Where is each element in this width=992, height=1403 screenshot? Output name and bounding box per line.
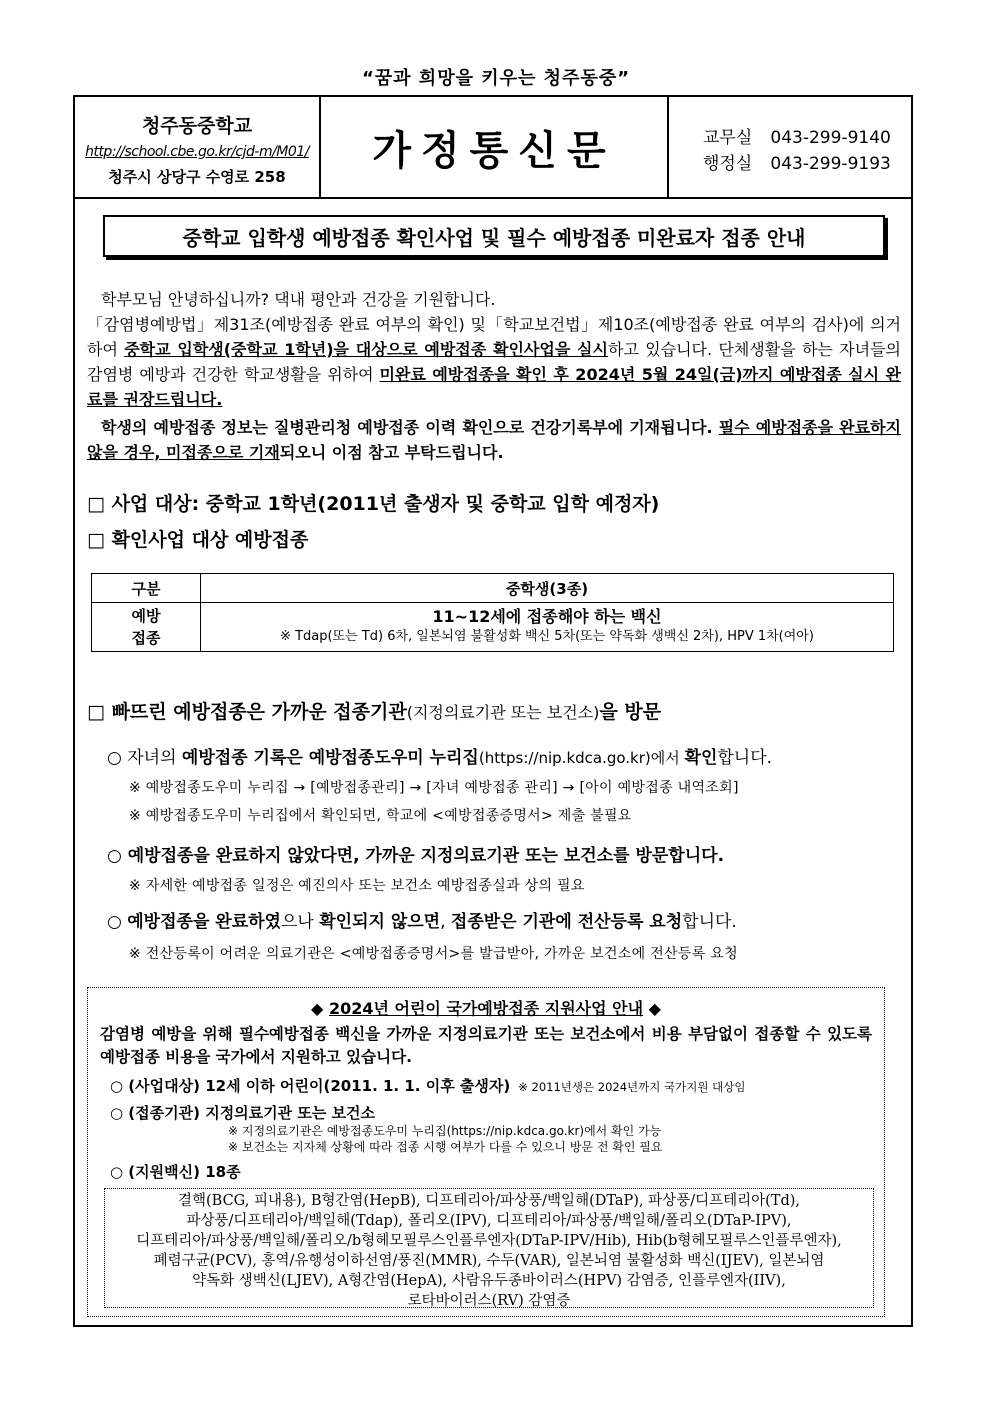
text-span: (https://nip.kdca.go.kr)에서 [478,749,685,767]
school-name: 청주동중학교 [141,115,253,137]
vaccine-list-box [104,1188,874,1308]
intro-paragraph-2 [87,415,901,465]
letter-header [75,97,911,199]
vaccine-line: 디프테리아/파상풍/백일해/폴리오/b형헤모필루스인플루엔자(DTaP-IPV/Hib), Hib(b형헤모필루스인플루엔자), [136,1233,842,1249]
notice-note: ※ 보건소는 지자체 상황에 따라 접종 시행 여부가 다를 수 있으니 방문 전 확인 필요 [228,1140,663,1154]
notice-title: 중학교 입학생 예방접종 확인사업 및 필수 예방접종 미완료자 접종 안내 [103,215,885,257]
text-span: 합니다. [717,748,773,768]
text-span: ○ 자녀의 [107,748,182,768]
emphasis-span: 중학교 입학생(중학교 1학년)을 대상으로 예방접종 확인사업을 실시 [124,340,608,359]
section-vaccination-list: □ 확인사업 대상 예방접종 [87,529,309,551]
note-4: ※ 전산등록이 어려운 의료기관은 <예방접종증명서>를 발급받아, 가까운 보건소에 전산등록 요청 [129,946,738,962]
contact-label: 교무실 [703,128,753,148]
emphasis-span: 접종받은 기관에 전산등록 요청 [450,912,683,932]
school-info [75,97,321,197]
contact-label: 행정실 [703,154,753,174]
notice-item-institutions: ○ (접종기관) 지정의료기관 또는 보건소 [110,1104,376,1122]
emphasis-span: 예방접종 기록은 예방접종도우미 누리집 [181,748,479,768]
contact-info [669,97,911,197]
note-1: ※ 예방접종도우미 누리집 → [예방접종관리] → [자녀 예방접종 관리] → [아이 예방접종 내역조회] [129,780,739,796]
national-vaccination-notice [87,987,885,1317]
emphasis-span: 확인 [684,748,718,768]
greeting: 학부모님 안녕하십니까? 댁내 평안과 건강을 기원합니다. [101,290,496,309]
notice-item-target [110,1075,884,1096]
notice-box-title-text: 2024년 어린이 국가예방접종 지원사업 안내 [328,999,644,1018]
document-frame [73,95,913,1327]
text-span: 하고 있습니다. 단체생활을 하는 자녀들의 감염병 예방과 건강한 학교생활을 위하여 [87,340,902,384]
instruction-item-1 [107,743,772,768]
table-header-students: 중학생(3종) [201,574,894,603]
text-span: , [440,912,451,932]
text-span: 합니다. [682,912,737,932]
text-span: (지정의료기관 또는 보건소) [406,703,600,722]
vaccine-line: 폐렴구균(PCV), 홍역/유행성이하선염/풍진(MMR), 수두(VAR), 일본뇌염 불활성화 백신(IJEV), 일본뇌염 [153,1253,825,1269]
notice-note: ※ 지정의료기관은 예방접종도우미 누리집(https://nip.kdca.go.kr)에서 확인 가능 [228,1124,662,1138]
school-url-link[interactable]: http://school.cbe.go.kr/cjd-m/M01/ [85,144,309,160]
notice-intro: 감염병 예방을 위해 필수예방접종 백신을 가까운 지정의료기관 또는 보건소에서 비용 부담없이 접종할 수 있도록 예방접종 비용을 국가에서 지원하고 있습니다. [100,1025,872,1066]
vaccine-detail: ※ Tdap(또는 Td) 6차, 일본뇌염 불활성화 백신 5차(또는 약독화 생백신 2차), HPV 1차(여아) [280,629,814,644]
note-3: ※ 자세한 예방접종 일정은 예진의사 또는 보건소 예방접종실과 상의 필요 [129,878,585,894]
intro-paragraph-1 [87,312,901,412]
text-span: 을 방문 [599,701,662,723]
contact-row-academic [703,125,911,151]
emphasis-span: 미완료 예방접종을 확인 후 2024년 5월 24일(금)까지 예방접종 실시 완료를 권장드립니다. [87,365,901,409]
section-visit [87,697,661,724]
section-target: □ 사업 대상: 중학교 1학년(2011년 출생자 및 중학교 입학 예정자) [87,493,660,515]
text-span: □ 빠뜨린 예방접종은 가까운 접종기관 [87,701,407,723]
emphasis-span: 예방접종을 완료하였 [127,912,281,932]
contact-phone: 043-299-9140 [770,128,891,148]
diamond-icon: ◆ [648,999,661,1018]
diamond-icon: ◆ [311,999,324,1018]
table-row-label [92,603,201,652]
contact-phone: 043-299-9193 [770,154,891,174]
item-note: ※ 2011년생은 2024년까지 국가지원 대상임 [518,1080,746,1094]
document-title: 가정통신문 [321,97,669,197]
school-address: 청주시 상당구 수영로 258 [108,168,286,186]
vaccine-line: 로타바이러스(RV) 감염증 [407,1293,571,1309]
vaccine-line: 파상풍/디프테리아/백일해(Tdap), 폴리오(IPV), 디프테리아/파상풍/백일해/폴리오(DTaP-IPV), [186,1213,792,1229]
item-text: ○ (사업대상) 12세 이하 어린이(2011. 1. 1. 이후 출생자) [110,1077,511,1095]
instruction-item-3 [107,907,737,932]
text-span: 학생의 예방접종 정보는 질병관리청 예방접종 이력 확인으로 건강기록부에 기재됩니다. [101,418,719,437]
notice-box-title [88,996,884,1019]
note-2: ※ 예방접종도우미 누리집에서 확인되면, 학교에 <예방접종증명서> 제출 불필요 [129,808,632,824]
table-header-row [92,574,894,603]
vaccine-main: 11~12세에 접종해야 하는 백신 [432,607,662,626]
table-row [92,603,894,652]
table-cell-vaccines [201,603,894,652]
notice-item-vaccines: ○ (지원백신) 18종 [110,1163,241,1181]
vaccination-table [91,573,894,652]
text-span: 되오니 이점 참고 부탁드립니다. [279,443,504,462]
vaccine-line: 약독화 생백신(LJEV), A형간염(HepA), 사람유두종바이러스(HPV) 감염증, 인플루엔자(IIV), [192,1273,786,1289]
text-span: 「감염병예방법」제31조(예방접종 완료 여부의 확인) 및「학교보건법」제10조(예방접종 완료 여부의 검사)에 의거하여 [87,315,901,359]
instruction-item-2: ○ 예방접종을 완료하지 않았다면, 가까운 지정의료기관 또는 보건소를 방문합니다. [107,846,725,866]
label-line: 접종 [131,629,161,647]
emphasis-span: 확인되지 않으면 [319,912,441,932]
emphasis-span: 필수 예방접종을 완료하지 않을 경우, 미접종으로 기재 [87,418,901,462]
label-line: 예방 [131,607,161,625]
school-motto: “꿈과 희망을 키우는 청주동중” [361,68,631,89]
contact-row-admin [703,151,911,177]
text-span: ○ [107,912,128,932]
vaccine-line: 결핵(BCG, 피내용), B형간염(HepB), 디프테리아/파상풍/백일해(DTaP), 파상풍/디프테리아(Td), [177,1193,800,1209]
text-span: 으나 [280,912,320,932]
table-header-category: 구분 [92,574,201,603]
